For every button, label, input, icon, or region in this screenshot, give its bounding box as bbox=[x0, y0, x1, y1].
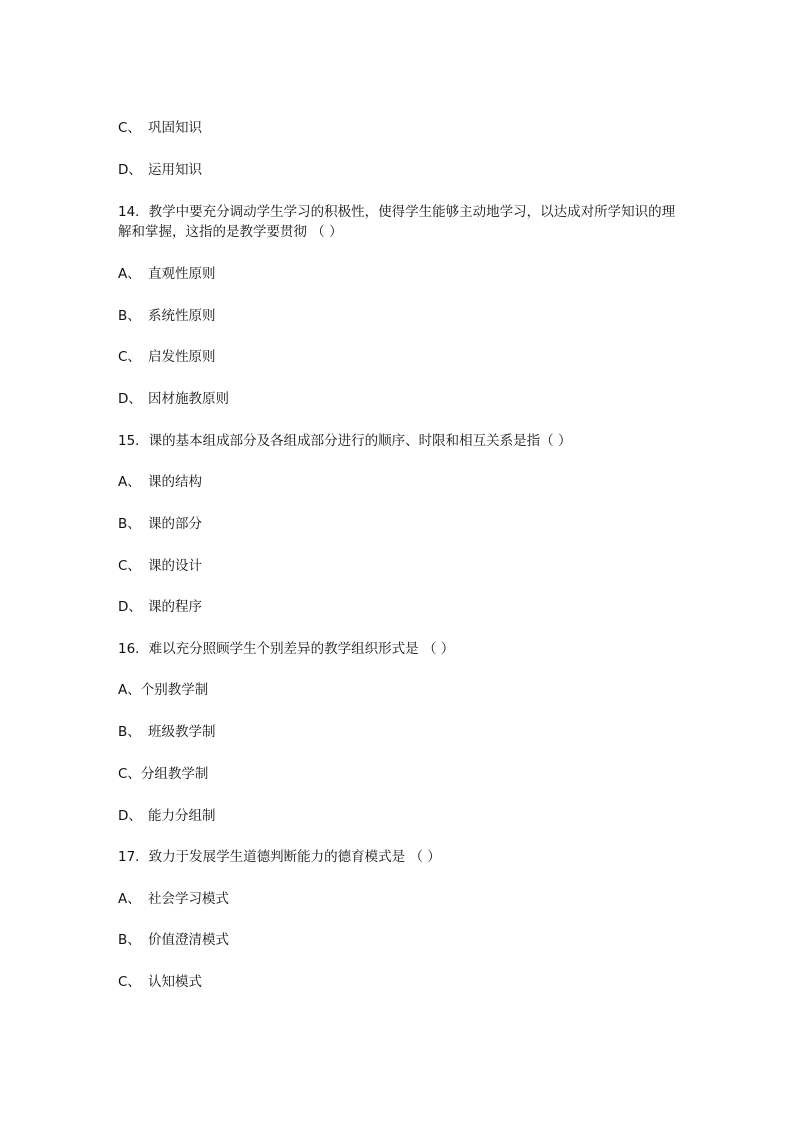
option-text: 能力分组制 bbox=[148, 808, 216, 824]
option-c bbox=[118, 118, 688, 138]
option-letter: C、 bbox=[118, 120, 141, 136]
option-letter: B、 bbox=[118, 308, 141, 324]
option-letter: A、 bbox=[118, 474, 141, 490]
option-text: 分组教学制 bbox=[140, 766, 209, 782]
option-letter: C、 bbox=[118, 558, 141, 574]
option-text: 因材施教原则 bbox=[148, 391, 229, 407]
option-text: 社会学习模式 bbox=[148, 891, 229, 907]
option-text: 课的结构 bbox=[148, 474, 202, 490]
option-letter: C、 bbox=[118, 349, 141, 365]
question-14-stem: 14．教学中要充分调动学生学习的积极性，使得学生能够主动地学习，以达成对所学知识的理解和掌握，这指的是教学要贯彻 （ ） bbox=[118, 204, 676, 240]
option-text: 班级教学制 bbox=[148, 724, 216, 740]
option-letter: A、 bbox=[118, 266, 141, 282]
option-text: 认知模式 bbox=[148, 974, 202, 990]
option-letter: D、 bbox=[118, 808, 142, 824]
option-d bbox=[118, 597, 688, 617]
option-c bbox=[118, 347, 688, 367]
option-letter: B、 bbox=[118, 516, 141, 532]
option-letter: A、 bbox=[118, 682, 141, 698]
option-text: 价值澄清模式 bbox=[148, 932, 229, 948]
option-text: 系统性原则 bbox=[148, 308, 216, 324]
option-text: 课的程序 bbox=[148, 599, 202, 615]
option-a bbox=[118, 680, 688, 700]
option-d bbox=[118, 160, 688, 180]
option-text: 巩固知识 bbox=[148, 120, 202, 136]
option-letter: D、 bbox=[118, 599, 142, 615]
option-letter: D、 bbox=[118, 391, 142, 407]
option-letter: B、 bbox=[118, 724, 141, 740]
option-letter: C、 bbox=[118, 974, 141, 990]
option-letter: D、 bbox=[118, 162, 142, 178]
option-b bbox=[118, 722, 688, 742]
option-c bbox=[118, 972, 688, 992]
option-c bbox=[118, 556, 688, 576]
option-c bbox=[118, 764, 688, 784]
option-b bbox=[118, 306, 688, 326]
option-a bbox=[118, 889, 688, 909]
option-d bbox=[118, 806, 688, 826]
option-b bbox=[118, 930, 688, 950]
option-letter: B、 bbox=[118, 932, 141, 948]
option-d bbox=[118, 389, 688, 409]
option-letter: A、 bbox=[118, 891, 141, 907]
question-17-stem: 17．致力于发展学生道德判断能力的德育模式是 （ ） bbox=[118, 849, 441, 865]
option-text: 启发性原则 bbox=[148, 349, 216, 365]
option-text: 运用知识 bbox=[148, 162, 202, 178]
option-text: 课的设计 bbox=[148, 558, 202, 574]
question-15-stem: 15．课的基本组成部分及各组成部分进行的顺序、时限和相互关系是指（ ） bbox=[118, 433, 572, 449]
option-text: 课的部分 bbox=[148, 516, 202, 532]
option-b bbox=[118, 514, 688, 534]
option-a bbox=[118, 264, 688, 284]
option-letter: C、 bbox=[118, 766, 141, 782]
option-text: 直观性原则 bbox=[148, 266, 216, 282]
question-16-stem: 16．难以充分照顾学生个别差异的教学组织形式是 （ ） bbox=[118, 641, 455, 657]
option-a bbox=[118, 472, 688, 492]
option-text: 个别教学制 bbox=[140, 682, 209, 698]
